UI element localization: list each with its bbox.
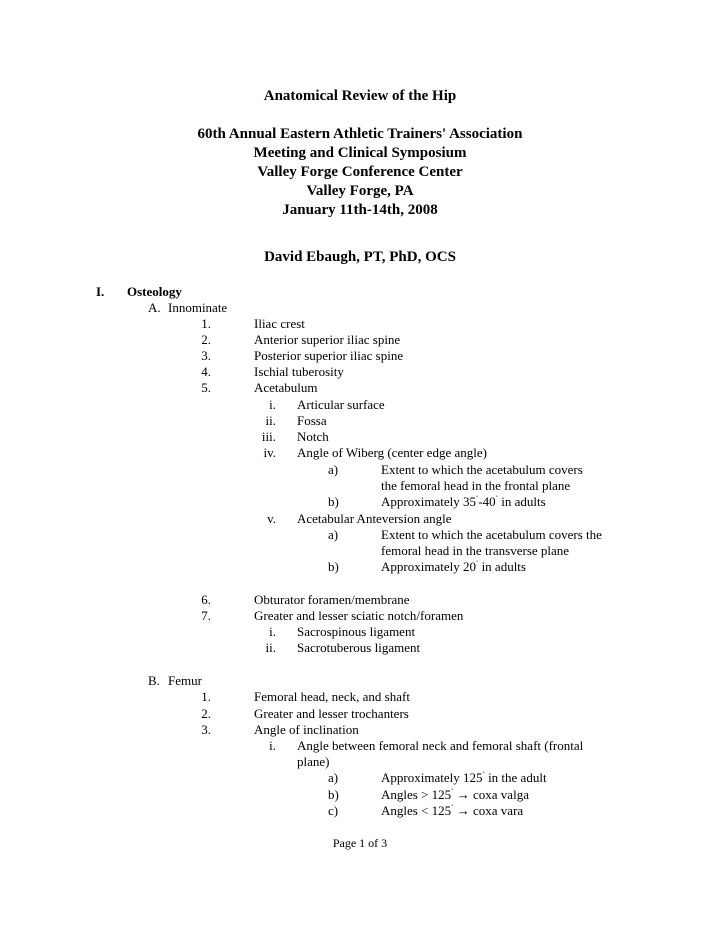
letter-item-number: b): [328, 559, 339, 574]
roman-item: Acetabular Anteversion angle: [297, 511, 452, 526]
letter-item-line: femoral head in the transverse plane: [381, 543, 570, 558]
letter-item-line: the femoral head in the frontal plane: [381, 478, 571, 493]
letter-item-line: Extent to which the acetabulum covers the: [381, 527, 602, 542]
letter-item: Angles > 125˚ → coxa valga: [381, 787, 529, 802]
list-item-number: 1.: [201, 689, 211, 704]
meeting-line-5: January 11th-14th, 2008: [282, 202, 438, 218]
roman-item: Notch: [297, 429, 329, 444]
letter-item-number: a): [328, 770, 339, 785]
list-item-number: 3.: [201, 348, 211, 363]
roman-item-line: Angle between femoral neck and femoral shaft (frontal: [297, 738, 584, 753]
list-item-number: 6.: [201, 592, 211, 607]
subsection-a-title: Innominate: [168, 300, 228, 315]
subsection-a-label: A.: [148, 300, 161, 315]
list-item-number: 1.: [201, 316, 211, 331]
list-item: Ischial tuberosity: [254, 364, 344, 379]
meeting-line-3: Valley Forge Conference Center: [257, 164, 463, 180]
roman-item: Sacrotuberous ligament: [297, 640, 421, 655]
meeting-line-4: Valley Forge, PA: [306, 183, 414, 199]
section-title: Osteology: [127, 284, 182, 299]
roman-item-number: iv.: [263, 445, 276, 460]
list-item-number: 3.: [201, 722, 211, 737]
page-number: Page 1 of 3: [332, 836, 388, 850]
degree-symbol: ˚: [451, 804, 454, 812]
letter-item-number: a): [328, 527, 339, 542]
roman-item-number: ii.: [265, 640, 276, 655]
letter-item: Approximately 125˚ in the adult: [381, 770, 547, 785]
degree-symbol: ˚: [482, 771, 485, 779]
letter-item-number: b): [328, 494, 339, 509]
list-item-number: 7.: [201, 608, 211, 623]
list-item: Posterior superior iliac spine: [254, 348, 404, 363]
document-title: Anatomical Review of the Hip: [263, 88, 457, 104]
list-item: Anterior superior iliac spine: [254, 332, 401, 347]
roman-item: Fossa: [297, 413, 327, 428]
roman-item-number: i.: [269, 624, 276, 639]
degree-symbol: ˚: [475, 495, 479, 503]
letter-item: Approximately 20˚ in adults: [381, 559, 526, 574]
list-item: Greater and lesser sciatic notch/foramen: [254, 608, 464, 623]
roman-item-number: iii.: [261, 429, 276, 444]
list-item-number: 2.: [201, 706, 211, 721]
roman-item-number: ii.: [265, 413, 276, 428]
meeting-line-2: Meeting and Clinical Symposium: [253, 145, 467, 161]
list-item-number: 5.: [201, 380, 211, 395]
letter-item-line: Extent to which the acetabulum covers: [381, 462, 583, 477]
author-line: David Ebaugh, PT, PhD, OCS: [264, 249, 456, 265]
letter-item: Angles < 125˚ → coxa vara: [381, 803, 524, 818]
roman-item-number: v.: [267, 511, 276, 526]
list-item-number: 4.: [201, 364, 211, 379]
roman-item-number: i.: [269, 738, 276, 753]
roman-item: Articular surface: [297, 397, 385, 412]
roman-item: Sacrospinous ligament: [297, 624, 416, 639]
letter-item: Approximately 35˚-40˚ in adults: [381, 494, 546, 509]
letter-item-number: c): [328, 803, 339, 818]
roman-item: Angle of Wiberg (center edge angle): [297, 445, 487, 460]
subsection-b-title: Femur: [168, 673, 202, 688]
list-item: Angle of inclination: [254, 722, 359, 737]
list-item: Obturator foramen/membrane: [254, 592, 410, 607]
subsection-b-label: B.: [148, 673, 160, 688]
list-item: Acetabulum: [254, 380, 318, 395]
list-item: Femoral head, neck, and shaft: [254, 689, 410, 704]
letter-item-number: b): [328, 787, 339, 802]
list-item-number: 2.: [201, 332, 211, 347]
degree-symbol: ˚: [451, 788, 454, 796]
degree-symbol: ˚: [495, 495, 498, 503]
meeting-line-1: 60th Annual Eastern Athletic Trainers' Association: [197, 126, 523, 142]
list-item: Greater and lesser trochanters: [254, 706, 409, 721]
letter-item-number: a): [328, 462, 339, 477]
degree-symbol: ˚: [475, 560, 479, 568]
roman-item-number: i.: [269, 397, 276, 412]
list-item: Iliac crest: [254, 316, 305, 331]
roman-item-line: plane): [297, 754, 330, 769]
section-numeral: I.: [96, 284, 105, 299]
